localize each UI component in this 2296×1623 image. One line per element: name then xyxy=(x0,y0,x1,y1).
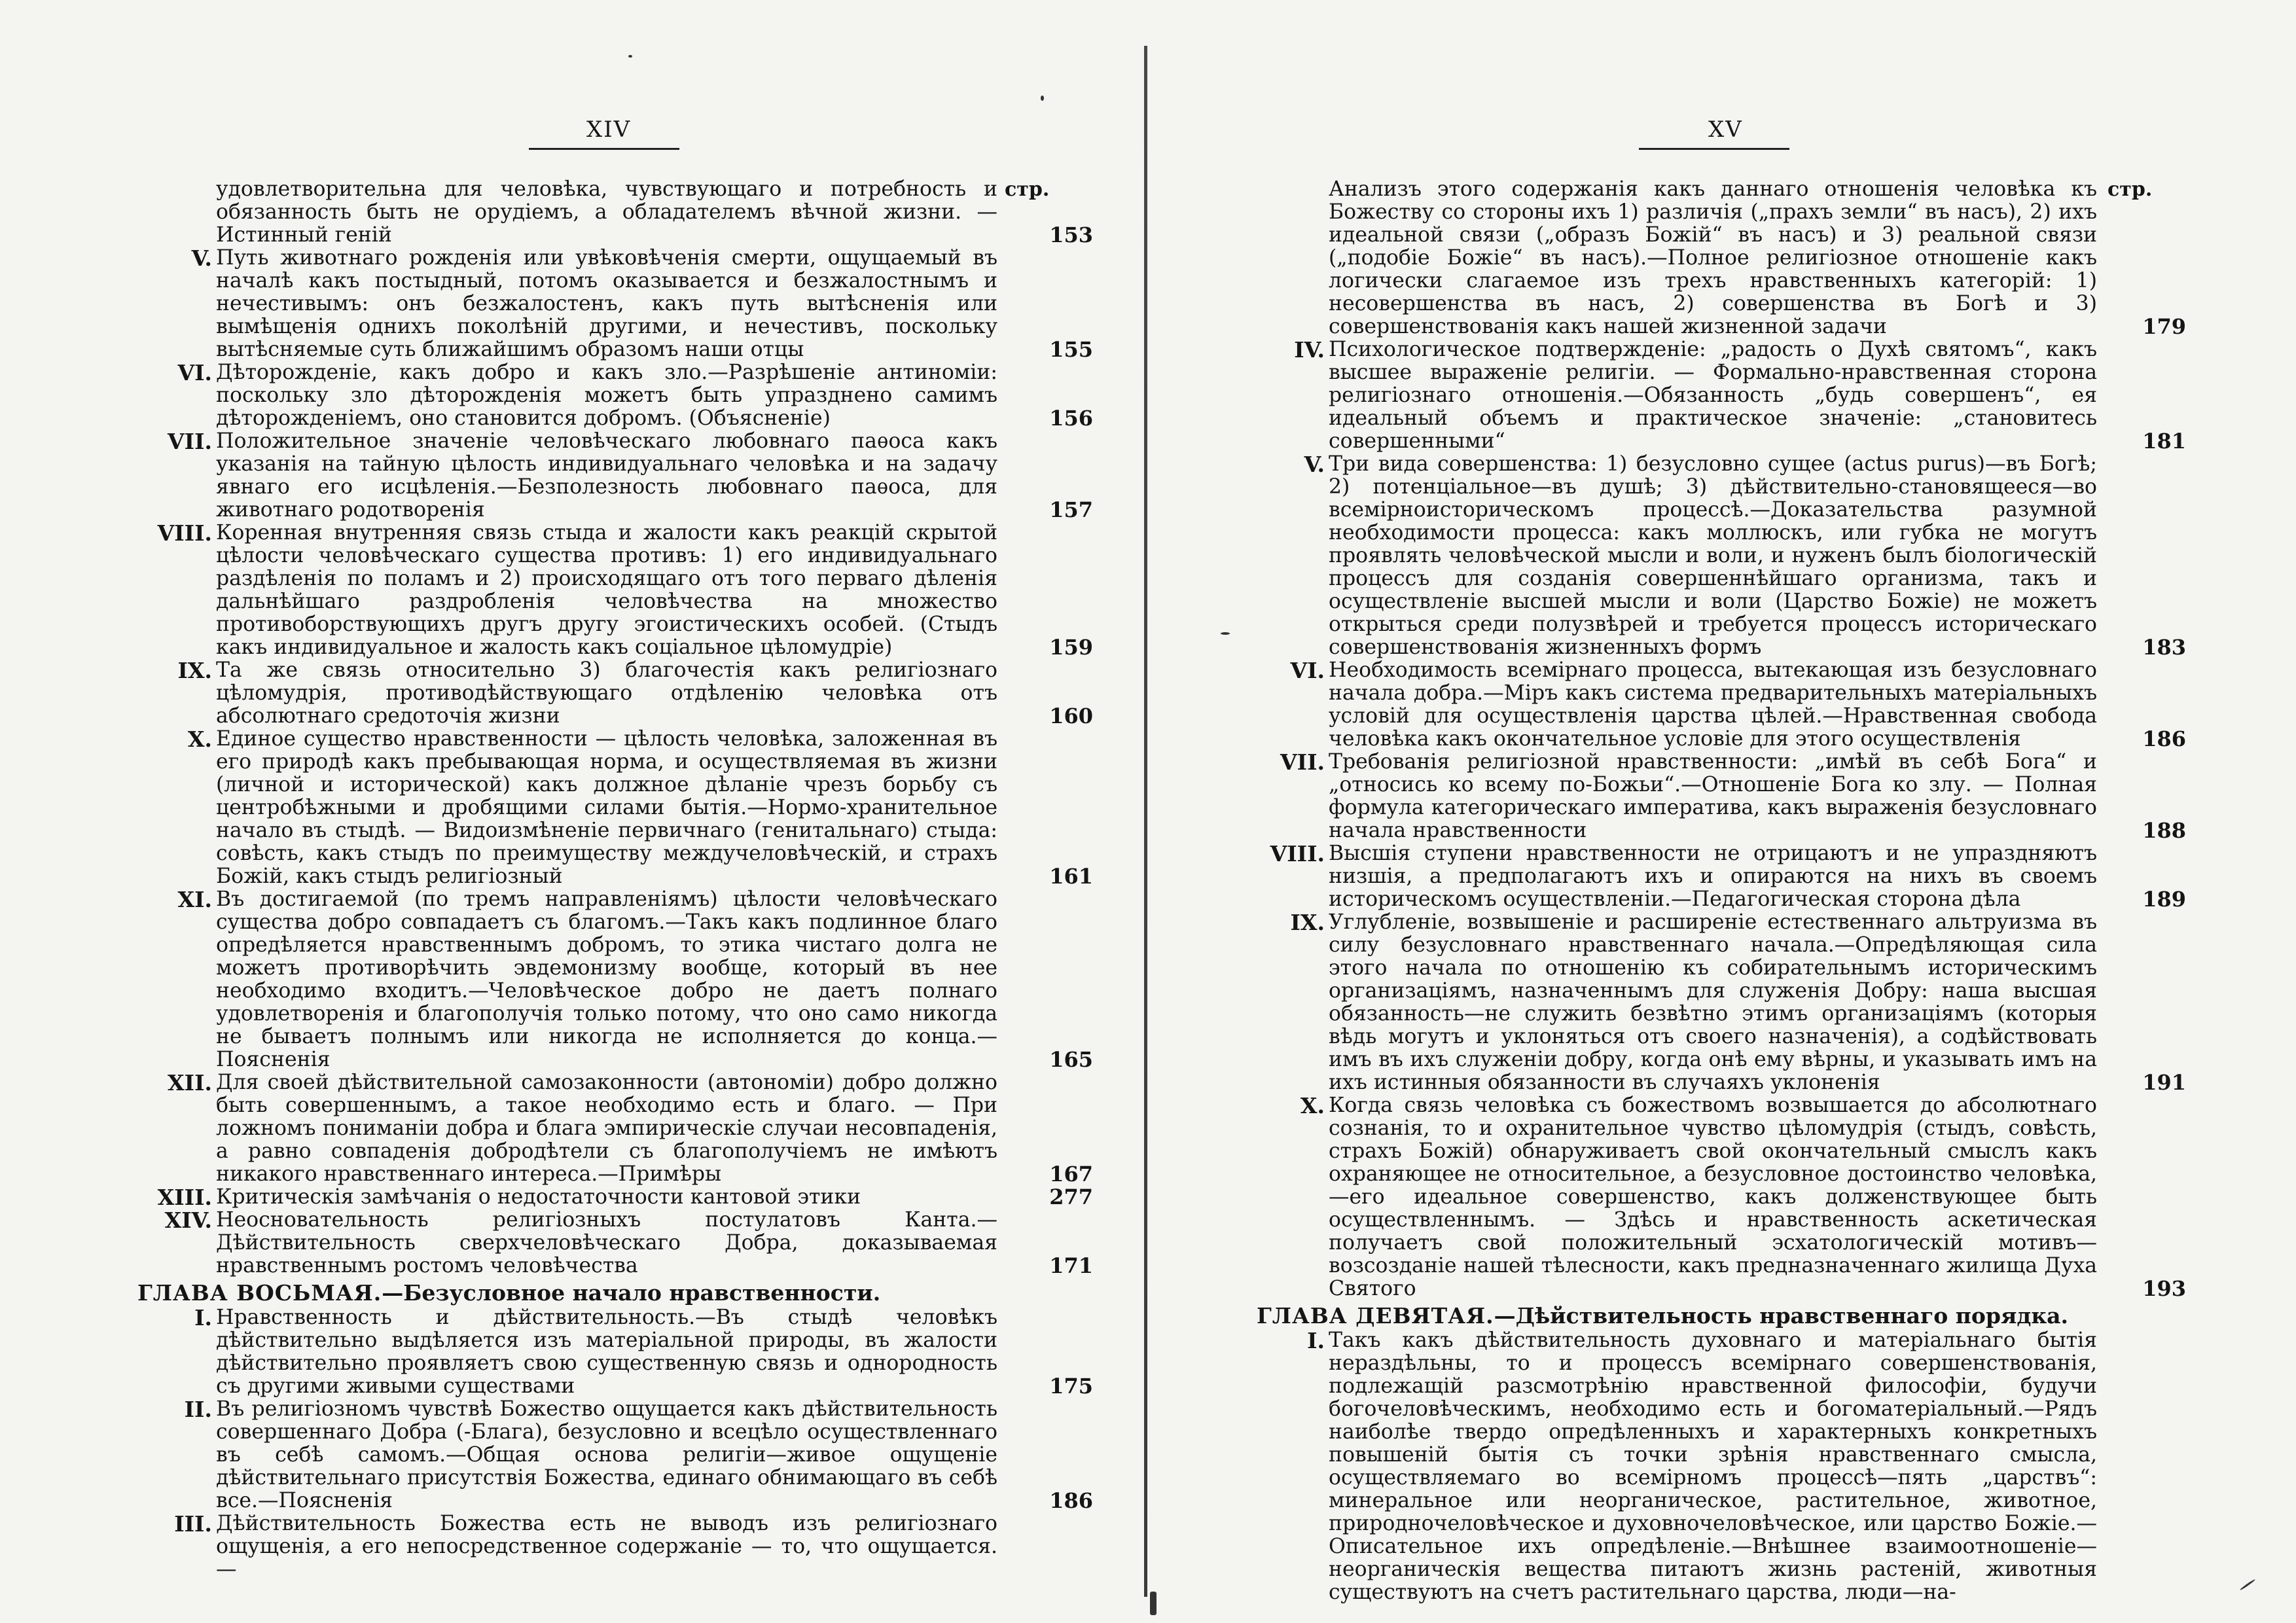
entry-numeral: XII. xyxy=(168,1070,212,1096)
entry-text: Углубленіе, возвышеніе и расширеніе естественнаго альтруизма въ силу безусловнаго нравственнаго начала.—Опредѣляющая сила этого начала по отношенію къ собирательнымъ историческимъ организаціямъ, назначеннымъ для служенія Добру: наша высшая обязанность—не служить безвѣтно этимъ организаціямъ (которыя вѣдь могутъ и уклоняться отъ своего назначенія), а содѣйствовать имъ въ ихъ служеніи добру, когда онѣ ему вѣрны, и указывать имъ на ихъ истинныя обязанности въ случаяхъ уклоненія xyxy=(1329,910,2097,1094)
entry-page-number: 179 xyxy=(2142,314,2186,339)
toc-entry xyxy=(1304,452,2186,660)
toc-entry xyxy=(191,245,1093,362)
chapter-label: ГЛАВА ВОСЬМАЯ. xyxy=(137,1280,382,1306)
entry-numeral: V. xyxy=(191,245,212,271)
entry-page-number: 186 xyxy=(2142,726,2186,751)
entry-text: Необходимость всемірнаго процесса, вытекающая изъ безусловнаго начала добра.—Міръ какъ система предварительныхъ матеріальныхъ условій для осуществленія царства цѣлей.—Нравственная свобода человѣка какъ окончательное условіе для этого осуществленія xyxy=(1329,658,2097,751)
toc-entry xyxy=(187,726,1093,889)
entry-page-number: 188 xyxy=(2142,818,2186,843)
entry-numeral: VI. xyxy=(177,360,212,385)
entry-numeral: I. xyxy=(1307,1328,1325,1353)
entry-text: Единое существо нравственности — цѣлость человѣка, заложенная въ его природѣ какъ пребывающая норма, и осуществляемая въ жизни (личной и исторической) какъ должное дѣланіе чрезъ борьбу съ центробѣжными и дробящими силами бытія.—Нормо-хранительное начало въ стыдѣ. — Видоизмѣненіе первичнаго (генитальнаго) стыда: совѣсть, какъ стыдъ по преимуществу междучеловѣческій, и страхъ Божій, какъ стыдъ религіозный xyxy=(216,727,997,888)
entry-page-number: 175 xyxy=(1049,1374,1093,1399)
entry-text: Неосновательность религіозныхъ постулатовъ Канта.—Дѣйствительность сверхчеловѣческаго Добра, доказываемая нравственнымъ ростомъ человѣчества xyxy=(216,1208,997,1277)
entry-text: Критическія замѣчанія о недостаточности кантовой этики xyxy=(216,1185,861,1209)
scan-speck xyxy=(1221,632,1230,635)
toc-entry xyxy=(1280,749,2186,843)
page-column-header: стр. xyxy=(2108,178,2153,201)
entry-numeral: XIII. xyxy=(157,1185,212,1210)
entry-text: Три вида совершенства: 1) безусловно сущее (actus purus)—въ Богѣ; 2) потенціальное—въ душѣ; 3) дѣйствительно-становящееся—во всемірноисторическомъ процессѣ.—Доказательства разумной необходимости процесса: какъ моллюскъ, или губка не могутъ проявлять человѣческой мысли и воли, и нуженъ былъ біологическій процессъ для созданія совершеннѣйшаго организма, такъ и осуществленіе высшей мысли и воли (Царство Божіе) не можетъ открыться среди полузвѣрей и требуется процессъ историческаго совершенствованія жизненныхъ формъ xyxy=(1329,452,2097,659)
chapter-title: —Безусловное начало нравственности. xyxy=(382,1280,881,1306)
page-number: XV xyxy=(1708,116,1743,143)
entry-page-number: 171 xyxy=(1049,1253,1093,1278)
entry-text: Когда связь человѣка съ божествомъ возвышается до абсолютнаго сознанія, то и охранительное чувство цѣломудрія (стыдъ, совѣсть, страхъ Божій) обнаруживаетъ свой окончательный смыслъ какъ охраняющее не относительное, а безусловное достоинство человѣка,—его идеальное совершенство, какъ долженствующее быть осуществленнымъ. — Здѣсь и нравственность аскетическая получаетъ свой положительный эсхатологическій мотивъ—возсозданіе нашей тѣлесности, какъ предназначеннаго жилища Духа Святого xyxy=(1329,1094,2097,1300)
toc-entry xyxy=(177,360,1093,431)
entry-text: Высшія ступени нравственности не отрицаютъ и не упраздняютъ низшія, а предполагаютъ ихъ и опираются на нихъ въ своемъ историческомъ осуществленіи.—Педагогическая сторона дѣла xyxy=(1329,842,2097,911)
entry-text: Такъ какъ дѣйствительность духовнаго и матеріальнаго бытія нераздѣльны, то и процессъ всемірнаго совершенствованія, подлежащій разсмотрѣнію нравственной философіи, будучи богочеловѣческимъ, необходимо есть и богоматеріальный.—Рядъ наиболѣе твердо опредѣленныхъ и характерныхъ конкретныхъ повышеній бытія съ точки зрѣнія нравственнаго смысла, осуществляемаго во всемірномъ процессѣ—пять „царствъ“: минеральное или неорганическое, растительное, животное, природночеловѣческое и духовночеловѣческое, или царство Божіе.—Описательное ихъ опредѣленіе.—Внѣшнее взаимоотношеніе—неорганическія вещества питаютъ жизнь растеній, животныя существуютъ на счетъ растительнаго царства, люди—на- xyxy=(1329,1329,2097,1604)
toc-entry xyxy=(184,1397,1093,1513)
entry-page-number: 165 xyxy=(1049,1047,1093,1072)
chapter-heading xyxy=(137,1280,1001,1306)
toc-entry xyxy=(1307,1328,2101,1604)
entry-page-number: 157 xyxy=(1049,497,1093,522)
entry-page-number: 189 xyxy=(2142,887,2186,912)
toc-entry xyxy=(157,1185,1093,1210)
entry-text: Та же связь относительно 3) благочестія какъ религіознаго цѣломудрія, противодѣйствующаго отдѣленію человѣка отъ абсолютнаго средоточія жизни xyxy=(216,658,997,728)
entry-numeral: VIII. xyxy=(1270,841,1325,866)
entry-numeral: X. xyxy=(187,726,212,752)
entry-numeral: XIV. xyxy=(164,1207,212,1233)
toc-entry xyxy=(1294,337,2186,454)
entry-text: Въ достигаемой (по тремъ направленіямъ) цѣлости человѣческаго существа добро совпадаетъ съ благомъ.—Такъ какъ подлинное благо опредѣляется нравственнымъ добромъ, то этика чистаго долга не можетъ противорѣчить эвдемонизму вообще, который въ нее необходимо входитъ.—Человѣческое добро не даетъ полнаго удовлетворенія и благополучія только потому, что оно само никогда не бываетъ полнымъ или никогда не исполняется до конца.—Поясненія xyxy=(216,887,997,1071)
page-number: XIV xyxy=(586,116,632,143)
entry-page-number: 191 xyxy=(2142,1070,2186,1095)
entry-text: Для своей дѣйствительной самозаконности (автономіи) добро должно быть совершеннымъ, а такое необходимо есть и благо. — При ложномъ пониманіи добра и блага эмпирическіе случаи несовпаденія, а равно совпаденія добродѣтели съ благополучіемъ не имѣютъ никакого нравственнаго интереса.—Примѣры xyxy=(216,1071,997,1186)
entry-numeral: VII. xyxy=(168,429,212,454)
entry-numeral: VIII. xyxy=(157,520,212,546)
chapter-label: ГЛАВА ДЕВЯТАЯ. xyxy=(1257,1303,1494,1329)
toc-entry xyxy=(1290,910,2186,1095)
entry-page-number: 167 xyxy=(1049,1162,1093,1186)
toc-entry xyxy=(177,658,1093,728)
scan-speck xyxy=(628,55,632,58)
entry-numeral: XI. xyxy=(177,887,212,912)
entry-page-number: 277 xyxy=(1049,1185,1093,1209)
toc-entry xyxy=(1270,841,2186,912)
toc-entry xyxy=(1300,1093,2186,1301)
toc-entry xyxy=(157,520,1093,660)
entry-numeral: II. xyxy=(184,1397,212,1422)
entry-text: Дѣторожденіе, какъ добро и какъ зло.—Разрѣшеніе антиноміи: поскольку зло дѣторожденія можетъ быть упразднено самимъ дѣторожденіемъ, оно становится добромъ. (Объясненіе) xyxy=(216,361,997,430)
toc-entries xyxy=(137,177,1093,1581)
entry-numeral: IV. xyxy=(1294,337,1325,363)
toc-entry xyxy=(1290,658,2186,751)
entry-text: Нравственность и дѣйствительность.—Въ стыдѣ человѣкъ дѣйствительно выдѣляется изъ матеріальной природы, въ жалости дѣйствительно проявляетъ свою существенную связь и однородность съ другими живыми существами xyxy=(216,1306,997,1398)
header-rule xyxy=(1639,148,1789,150)
entry-page-number: 160 xyxy=(1049,704,1093,728)
entry-numeral: IX. xyxy=(1290,910,1325,935)
entry-text: Путь животнаго рожденія или увѣковѣченія смерти, ощущаемый въ началѣ какъ постыдный, потомъ оказывается и безжалостнымъ и нечестивымъ: онъ безжалостенъ, какъ путь вытѣсненія или вымѣщенія однихъ поколѣній другими, и нечестивъ, поскольку вытѣсняемые суть ближайшимъ образомъ наши отцы xyxy=(216,246,997,361)
chapter-heading xyxy=(1257,1303,2101,1329)
entry-numeral: IX. xyxy=(177,658,212,683)
toc-entries xyxy=(1257,177,2186,1604)
toc-entry xyxy=(194,1305,1093,1399)
entry-numeral: III. xyxy=(174,1511,212,1537)
toc-entry xyxy=(168,1070,1093,1186)
entry-text: Анализъ этого содержанія какъ даннаго отношенія человѣка къ Божеству со стороны ихъ 1) различія („прахъ земли“ въ насъ), 2) ихъ идеальной связи („образъ Божій“ въ насъ) и 3) реальной связи („подобіе Божіе“ въ насъ).—Полное религіозное отношеніе какъ логически слагаемое изъ трехъ нравственныхъ категорій: 1) несовершенства въ насъ, 2) совершенства въ Богѣ и 3) совершенствованія какъ нашей жизненной задачи xyxy=(1329,177,2097,338)
entry-page-number: 186 xyxy=(1049,1488,1093,1513)
entry-page-number: 159 xyxy=(1049,635,1093,660)
entry-page-number: 155 xyxy=(1049,337,1093,362)
toc-entry xyxy=(164,1207,1093,1278)
right-page xyxy=(1148,0,2296,1623)
entry-numeral: V. xyxy=(1304,452,1325,477)
toc-entry xyxy=(177,887,1093,1072)
toc-entry xyxy=(174,1511,1001,1581)
entry-text: Въ религіозномъ чувствѣ Божество ощущается какъ дѣйствительность совершеннаго Добра (-Блага), безусловно и всецѣло осуществленнаго въ себѣ самомъ.—Общая основа религіи—живое ощущеніе дѣйствительнаго присутствія Божества, единаго обнимающаго въ себѣ все.—Поясненія xyxy=(216,1397,997,1512)
entry-text: Положительное значеніе человѣческаго любовнаго паѳоса какъ указанія на тайную цѣлость индивидуальнаго человѣка и на задачу явнаго его исцѣленія.—Безполезность любовнаго паѳоса, для животнаго родотворенія xyxy=(216,429,997,522)
entry-text: Коренная внутренняя связь стыда и жалости какъ реакцій скрытой цѣлости человѣческаго существа противъ: 1) его индивидуальнаго раздѣленія по поламъ и 2) происходящаго отъ того перваго дѣленія дальнѣйшаго раздробленія человѣчества на множество противоборствующихъ другъ другу эгоистическихъ особей. (Стыдъ какъ индивидуальное и жалость какъ соціальное цѣломудріе) xyxy=(216,521,997,659)
entry-text: удовлетворительна для человѣка, чувствующаго и потребность и обязанность быть не орудіемъ, а обладателемъ вѣчной жизни. — Истинный геній xyxy=(216,177,997,247)
entry-page-number: 161 xyxy=(1049,864,1093,889)
entry-numeral: X. xyxy=(1300,1093,1325,1118)
entry-text: Требованія религіозной нравственности: „имѣй въ себѣ Бога“ и „относись ко всему по-Божьи“.—Отношеніе Бога ко злу. — Полная формула категорическаго императива, какъ выраженія безусловнаго начала нравственности xyxy=(1329,750,2097,842)
entry-text: Дѣйствительность Божества есть не выводъ изъ религіознаго ощущенія, а его непосредственное содержаніе — то, что ощущается. — xyxy=(216,1512,997,1581)
scan-speck xyxy=(1041,96,1044,101)
chapter-title: —Дѣйствительность нравственнаго порядка. xyxy=(1494,1303,2069,1329)
entry-page-number: 156 xyxy=(1049,406,1093,431)
entry-numeral: VII. xyxy=(1280,749,1325,775)
entry-page-number: 193 xyxy=(2142,1276,2186,1301)
entry-text: Психологическое подтвержденіе: „радость о Духѣ святомъ“, какъ высшее выраженіе религіи. — Формально-нравственная сторона религіознаго отношенія.—Обязанность „будь совершенъ“, ея идеальный объемъ и практическое значеніе: „становитесь совершенными“ xyxy=(1329,338,2097,453)
entry-numeral: VI. xyxy=(1290,658,1325,683)
entry-page-number: 153 xyxy=(1049,223,1093,247)
entry-numeral: I. xyxy=(194,1305,212,1330)
entry-page-number: 181 xyxy=(2142,429,2186,454)
header-rule xyxy=(529,148,679,150)
page-column-header: стр. xyxy=(1005,178,1050,201)
scan-speck xyxy=(1150,1592,1157,1615)
toc-entry xyxy=(168,429,1093,522)
entry-page-number: 183 xyxy=(2142,635,2186,660)
